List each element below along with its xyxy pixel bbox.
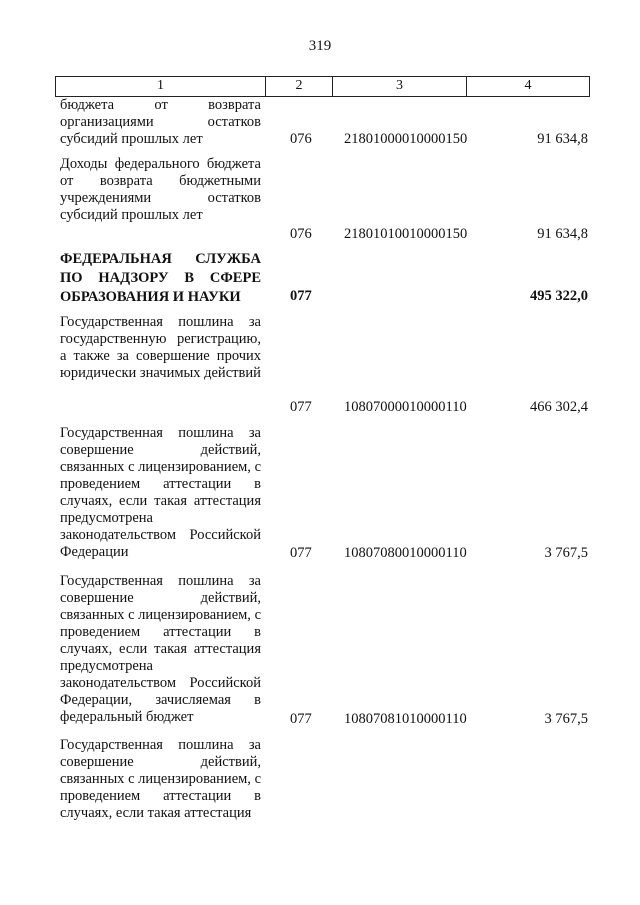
row-admin-code: 077 xyxy=(290,711,312,727)
header-col-3: 3 xyxy=(333,77,467,96)
header-col-1: 1 xyxy=(56,77,266,96)
row-admin-code: 077 xyxy=(290,288,312,304)
row-amount: 3 767,5 xyxy=(544,545,588,561)
row-amount: 466 302,4 xyxy=(530,399,588,415)
page-number: 319 xyxy=(308,38,332,54)
header-col-4: 4 xyxy=(524,78,532,93)
row-amount: 3 767,5 xyxy=(544,711,588,727)
row-kbk: 10807000010000110 xyxy=(344,399,467,415)
row-kbk: 21801010010000150 xyxy=(344,226,468,242)
row-description: ФЕДЕРАЛЬНАЯ СЛУЖБА ПО НАДЗОРУ В СФЕРЕ ОБРАЗОВАНИЯ И НАУКИ xyxy=(60,251,261,305)
row-description: бюджета от возврата организациями остатков субсидий прошлых лет xyxy=(60,97,261,147)
row-admin-code: 076 xyxy=(290,226,312,242)
row-kbk: 21801000010000150 xyxy=(344,131,468,147)
row-kbk: 10807080010000110 xyxy=(344,545,467,561)
row-admin-code: 077 xyxy=(290,399,312,415)
row-description: Государственная пошлина за государственную регистрацию, а также за совершение прочих юридически значимых действий xyxy=(60,314,261,381)
row-description: Государственная пошлина за совершение действий, связанных с лицензированием, с проведением аттестации в случаях, если такая аттестация предусмотрена законодательством Российской Федерации, зачисляемая в федеральный бюджет xyxy=(60,573,261,725)
row-description: Доходы федерального бюджета от возврата бюджетными учреждениями остатков субсидий прошлых лет xyxy=(60,156,261,223)
row-amount: 91 634,8 xyxy=(537,226,588,242)
row-admin-code: 076 xyxy=(290,131,312,147)
row-kbk: 10807081010000110 xyxy=(344,711,467,727)
row-admin-code: 077 xyxy=(290,545,312,561)
row-description: Государственная пошлина за совершение действий, связанных с лицензированием, с проведением аттестации в случаях, если такая аттестация предусмотрена законодательством Российской Федерации xyxy=(60,425,261,560)
table-header xyxy=(55,76,590,97)
header-col-2: 2 xyxy=(266,77,333,96)
row-amount: 495 322,0 xyxy=(530,288,588,304)
row-description: Государственная пошлина за совершение действий, связанных с лицензированием, с проведением аттестации в случаях, если такая аттестация xyxy=(60,737,261,821)
row-amount: 91 634,8 xyxy=(537,131,588,147)
